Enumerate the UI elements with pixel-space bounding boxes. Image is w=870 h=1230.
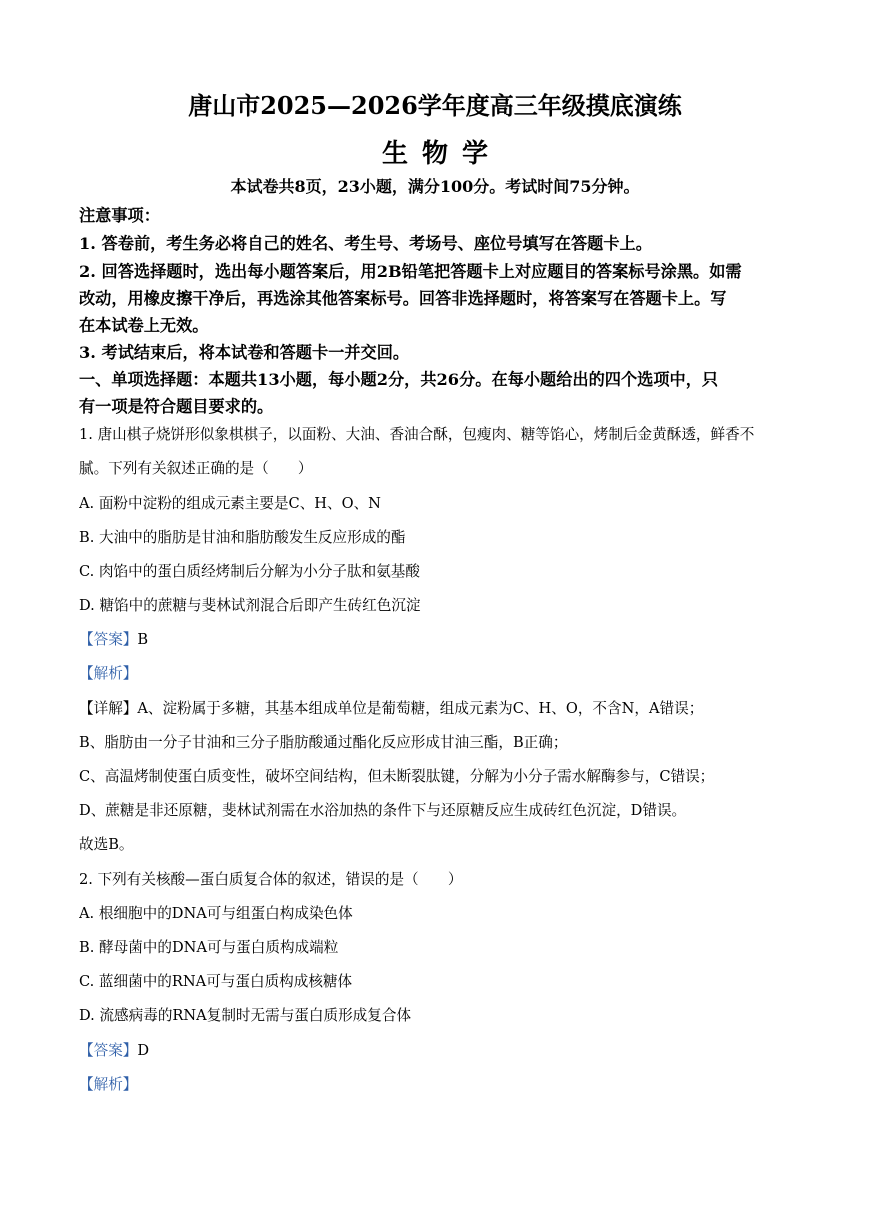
section-heading: 有一项是符合题目要求的。 xyxy=(79,397,274,416)
option-c: C. 肉馅中的蛋白质经烤制后分解为小分子肽和氨基酸 xyxy=(79,563,420,580)
detail-line: C、高温烤制使蛋白质变性，破坏空间结构，但未断裂肽键，分解为小分子需水解酶参与，C错误； xyxy=(79,768,715,785)
answer-row xyxy=(79,1039,799,1060)
detail-line: A、淀粉属于多糖，其基本组成单位是葡萄糖，组成元素为C、H、O，不含N，A错误； xyxy=(137,700,704,717)
notes-line: 改动，用橡皮擦干净后，再选涂其他答案标号。回答非选择题时，将答案写在答题卡上。写 xyxy=(79,289,727,308)
detail-row xyxy=(79,697,799,718)
answer-label: 【答案】 xyxy=(79,1042,138,1059)
answer-value: B xyxy=(137,631,149,648)
answer-value: D xyxy=(137,1042,150,1059)
option-d: D. 糖馅中的蔗糖与斐林试剂混合后即产生砖红色沉淀 xyxy=(79,597,421,614)
detail-line: D、蔗糖是非还原糖，斐林试剂需在水浴加热的条件下与还原糖反应生成砖红色沉淀，D错误。 xyxy=(79,802,687,819)
analysis-label: 【解析】 xyxy=(79,1076,138,1093)
exam-title: 唐山市2025—2026学年度高三年级摸底演练 xyxy=(188,91,682,120)
analysis-label: 【解析】 xyxy=(79,665,138,682)
subject-title: 生物学 xyxy=(381,139,502,169)
option-a: A. 根细胞中的DNA可与组蛋白构成染色体 xyxy=(79,905,353,922)
question-stem: 1. 唐山棋子烧饼形似象棋棋子，以面粉、大油、香油合酥，包瘦肉、糖等馅心，烤制后金黄酥透，鲜香不 xyxy=(79,426,755,443)
detail-line: B、脂肪由一分子甘油和三分子脂肪酸通过酯化反应形成甘油三酯，B正确； xyxy=(79,734,568,751)
question-stem: 腻。下列有关叙述正确的是（ ） xyxy=(79,460,313,477)
section-heading: 一、单项选择题：本题共13小题，每小题2分，共26分。在每小题给出的四个选项中，只 xyxy=(79,370,719,389)
notes-line: 1. 答卷前，考生务必将自己的姓名、考生号、考场号、座位号填写在答题卡上。 xyxy=(79,234,652,253)
option-b: B. 大油中的脂肪是甘油和脂肪酸发生反应形成的酯 xyxy=(79,529,406,546)
notes-line: 在本试卷上无效。 xyxy=(79,316,209,335)
option-a: A. 面粉中淀粉的组成元素主要是C、H、O、N xyxy=(79,495,381,512)
answer-label: 【答案】 xyxy=(79,631,138,648)
option-b: B. 酵母菌中的DNA可与蛋白质构成端粒 xyxy=(79,939,339,956)
question-stem: 2. 下列有关核酸—蛋白质复合体的叙述，错误的是（ ） xyxy=(79,871,463,888)
option-c: C. 蓝细菌中的RNA可与蛋白质构成核糖体 xyxy=(79,973,353,990)
detail-label: 【详解】 xyxy=(79,700,138,717)
detail-conclusion: 故选B。 xyxy=(79,836,134,853)
answer-row xyxy=(79,628,799,649)
notes-line: 2. 回答选择题时，选出每小题答案后，用2B铅笔把答题卡上对应题目的答案标号涂黑。如需 xyxy=(79,262,742,281)
option-d: D. 流感病毒的RNA复制时无需与蛋白质形成复合体 xyxy=(79,1007,412,1024)
notes-line: 3. 考试结束后，将本试卷和答题卡一并交回。 xyxy=(79,343,410,362)
exam-info: 本试卷共8页，23小题，满分100分。考试时间75分钟。 xyxy=(230,177,640,196)
notes-heading: 注意事项： xyxy=(79,206,160,225)
